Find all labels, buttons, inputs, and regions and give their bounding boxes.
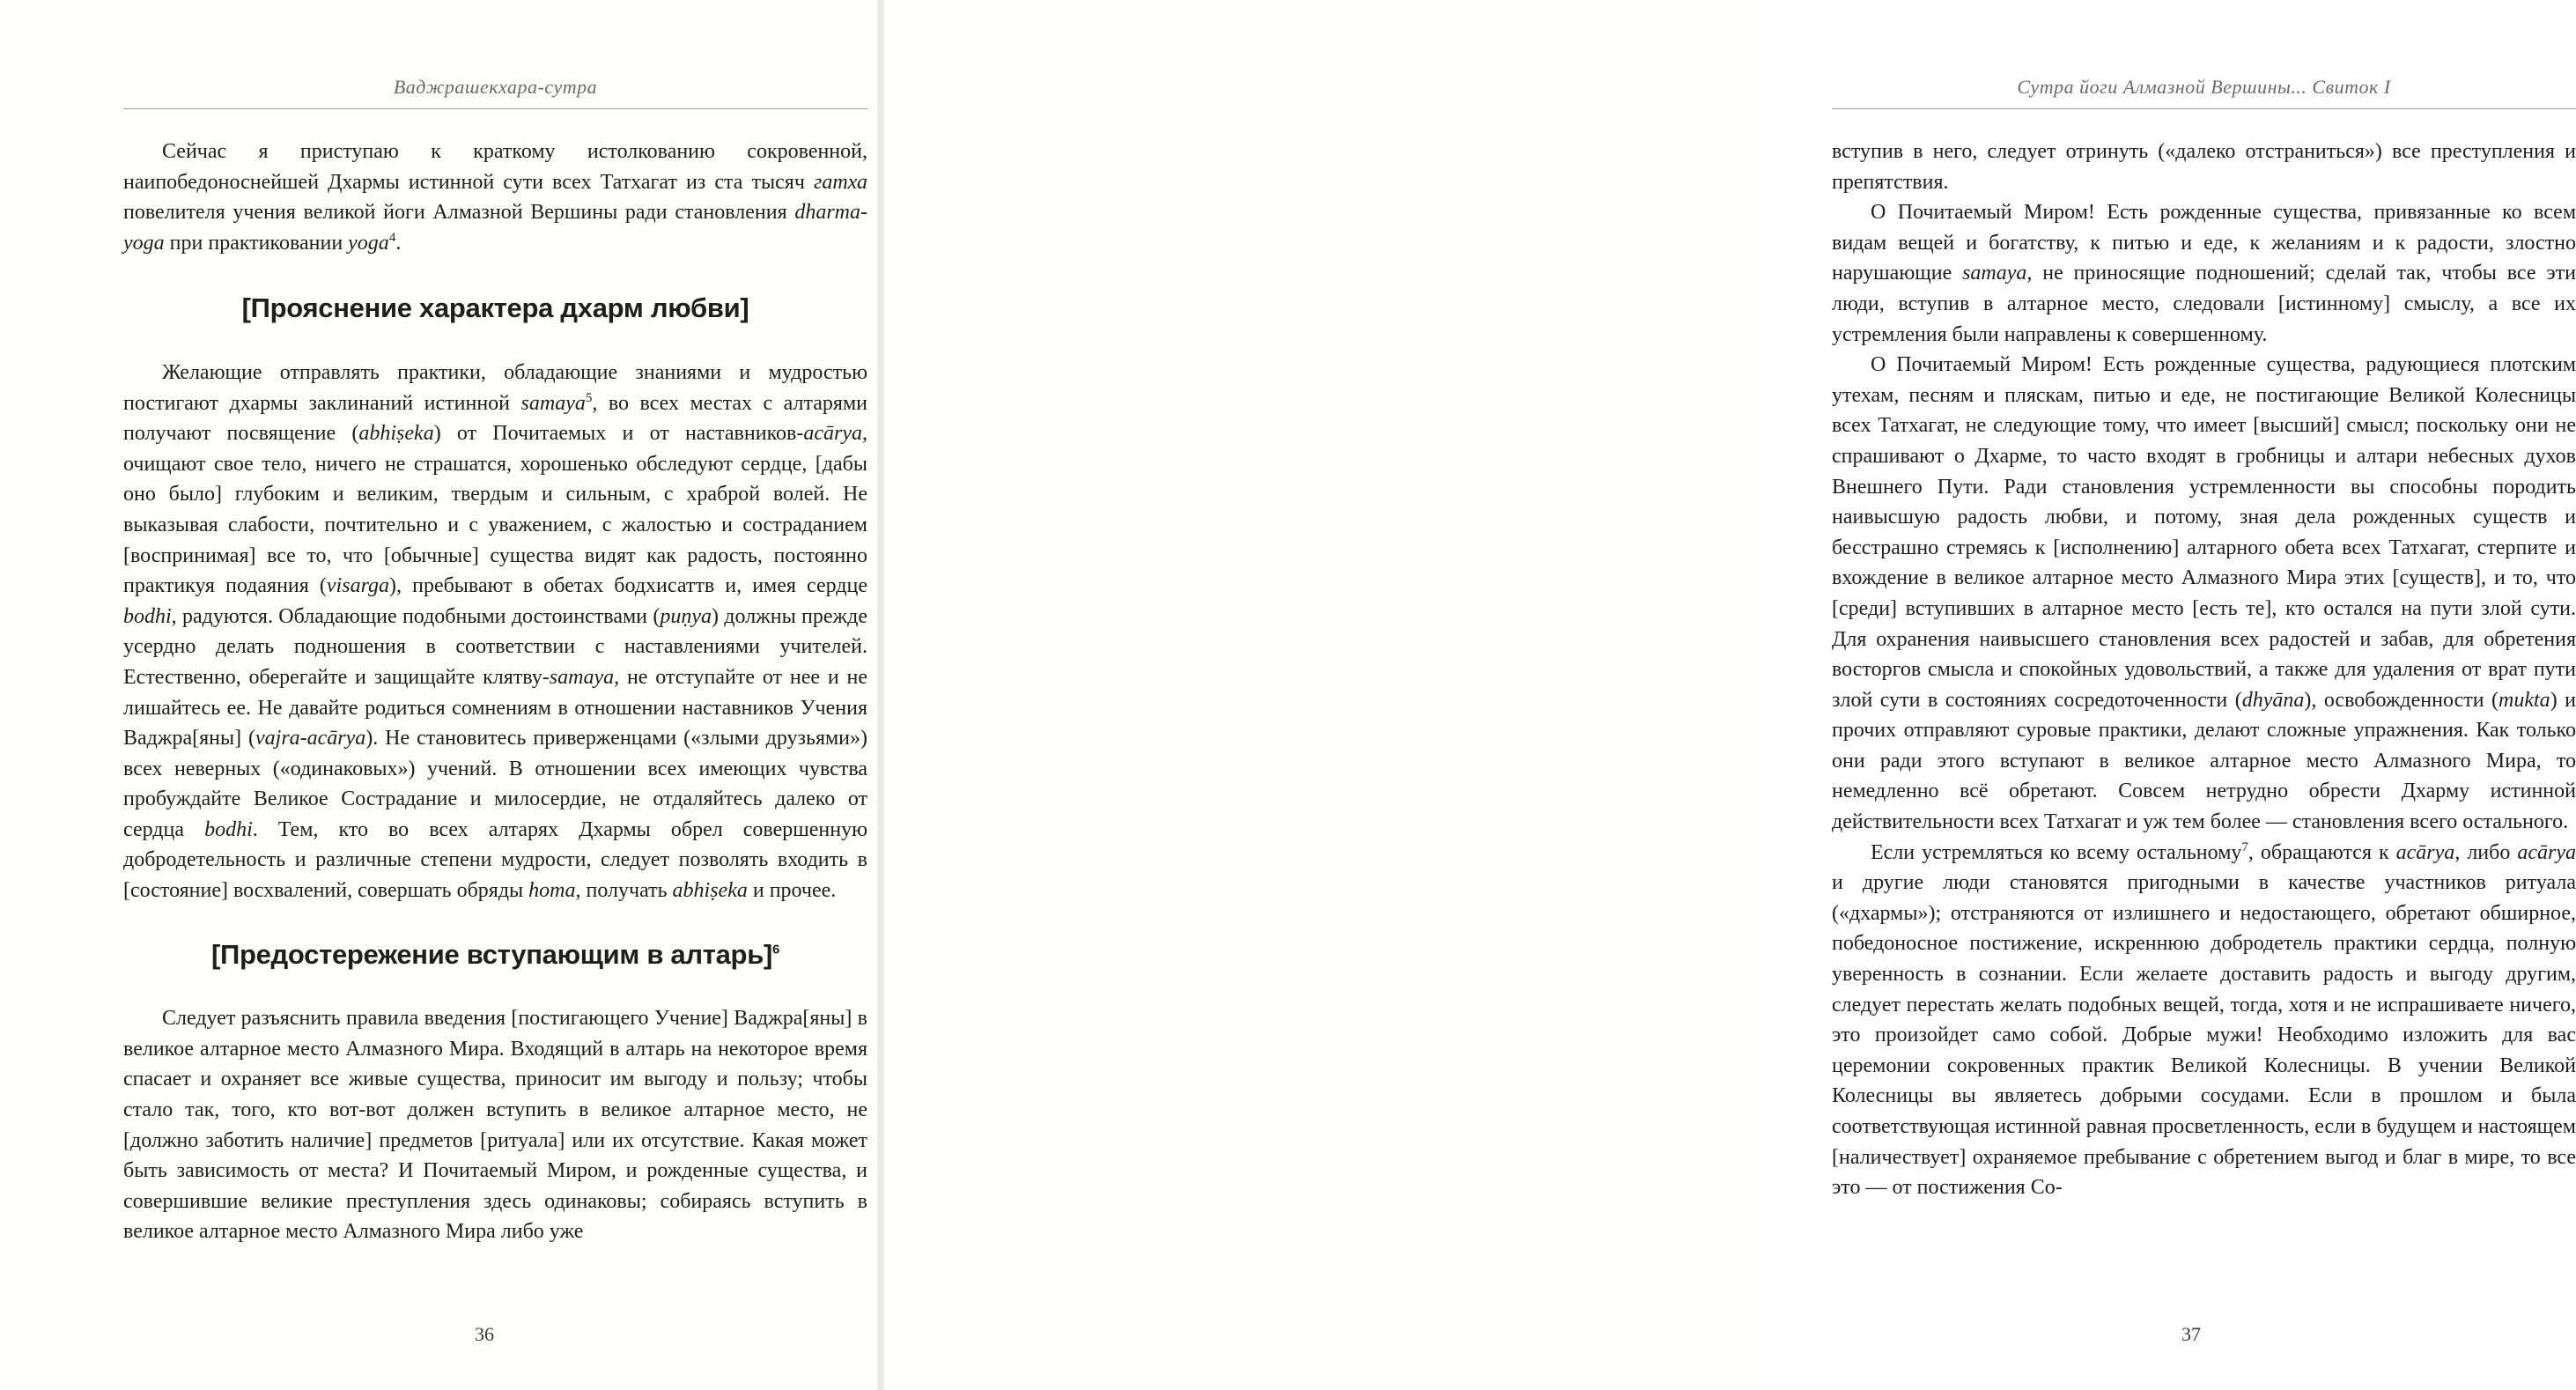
- left-page: [0, 0, 881, 1390]
- paragraph-acarya: Если устремляться ко всему остальному$^7$, обращаются к acārya, либо acārya и другие люди становятся пригодными в качестве участников ритуала («дхармы»); отстраняются от излишнего и недостающего, обретают обширное, победоносное постижение, искреннюю добродетель практики сердца, полную уверенность в сознании. Если желаете доставить радость и выгоду другим, следует перестать желать подобных вещей, тогда, хотя и не испрашиваете ничего, это произойдет само собой. Добрые мужи! Необходимо изложить для вас церемонии сокровенных практик Великой Колесницы. В учении Великой Колесницы вы являетесь добрыми сосудами. Если в прошлом и была соответствующая истинной равная просветленность, если в будущем и настоящем [наличествует] охраняемое пребывание с обретением выгод и благ в мире, то все это — от постижения Со-: [1832, 839, 2576, 1200]
- right-page-body: [1832, 137, 2576, 1203]
- footnote-ref-5[interactable]: 5: [585, 390, 593, 405]
- footnote-ref-4[interactable]: 4: [388, 230, 396, 245]
- right-page-number: 37: [2181, 1323, 2201, 1345]
- continued-paragraph: вступив в него, следует отринуть («далеко отстраниться») все преступления и препятствия.: [1832, 140, 2576, 194]
- footnote-ref-7[interactable]: 7: [2241, 839, 2248, 854]
- section-heading-love-dharmas: [Прояснение характера дхарм любви]: [241, 292, 749, 324]
- left-page-body: [123, 137, 867, 1247]
- section2-paragraph: Следует разъяснить правила введения [постигающего Учение] Ваджра[яны] в великое алтарное место Алмазного Мира. Входящий в алтарь на некоторое время спасает и охраняет все живые существа, приносит им выгоду и пользу; чтобы стало так, того, кто вот-вот должен вступить в великое алтарное место, не [должно заботить наличие] предметов [ритуала] или их отсутствие. Какая может быть зависимость от места? И Почитаемый Миром, и рожденные существа, и совершившие великие преступления здесь одинаковы; собираясь вступить в великое алтарное место Алмазного Мира либо уже: [123, 1007, 867, 1244]
- left-page-number: 36: [475, 1323, 494, 1345]
- left-running-head: Ваджрашекхара-сутра: [393, 76, 598, 98]
- right-page: [881, 0, 2576, 1390]
- intro-paragraph: Сейчас я приступаю к краткому истолкованию сокровенной, наипобедоноснейшей Дхармы истинной сути всех Татхагат из ста тысяч гатха повелителя учения великой йоги Алмазной Вершины ради становления dharma-yoga при практиковании yoga$^4$.: [123, 140, 867, 255]
- footnote-ref-6[interactable]: 6: [771, 942, 780, 957]
- section-heading-warning: [Предостережение вступающим в алтарь]$^6$: [210, 938, 780, 970]
- left-header-rule: [123, 108, 867, 109]
- right-running-head: Сутра йоги Алмазной Вершины... Свиток I: [2017, 76, 2391, 98]
- paragraph-attached-beings: О Почитаемый Миром! Есть рожденные существа, привязанные ко всем видам вещей и богатству, к питью и еде, к желаниям и к радости, злостно нарушающие samaya, не приносящие подношений; сделай так, чтобы все эти люди, вступив в алтарное место, следовали [истинному] смыслу, а все их устремления были направлены к совершенному.: [1832, 201, 2576, 346]
- section1-paragraph: Желающие отправлять практики, обладающие знаниями и мудростью постигают дхармы заклинаний истинной samaya$^5$, во всех местах с алтарями получают посвящение (abhiṣeka) от Почитаемых и от наставников-acārya, очищают свое тело, ничего не страшатся, хорошенько обследуют сердце, [дабы оно было] глубоким и великим, твердым и сильным, с храброй волей. Не выказывая слабости, почтительно и с уважением, с жалостью и состраданием [воспринимая] все то, что [обычные] существа видят как радость, постоянно практикуя подаяния (visarga), пребывают в обетах бодхисаттв и, имея сердце bodhi, радуются. Обладающие подобными достоинствами (puṇya) должны прежде усердно делать подношения в соответствии с наставлениями учителей. Естественно, оберегайте и защищайте клятву-samaya, не отступайте от нее и не лишайтесь ее. Не давайте родиться сомнениям в отношении наставников Учения Ваджра[яны] (vajra-acārya). Не становитесь приверженцами («злыми друзьями») всех неверных («одинаковых») учений. В отношении всех имеющих чувства пробуждайте Великое Сострадание и милосердие, не отдаляйтесь далеко от сердца bodhi. Тем, кто во всех алтарях Дхармы обрел совершенную добродетельность и различные степени мудрости, следует позволять входить в [состояние] восхвалений, совершать обряды homa, получать abhiṣeka и прочее.: [123, 360, 868, 903]
- paragraph-pleasure-beings: О Почитаемый Миром! Есть рожденные существа, радующиеся плотским утехам, песням и пляскам, питью и еде, не постигающие Великой Колесницы всех Татхагат, не следующие тому, что имеет [высший] смысл; поскольку они не спрашивают о Дхарме, то часто входят в гробницы и алтари небесных духов Внешнего Пути. Ради становления устремленности вы способны породить наивысшую радость любви, и потому, зная дела рожденных существ и бесстрашно стремясь к [исполнению] алтарного обета всех Татхагат, стерпите и вхождение в великое алтарное место Алмазного Мира этих [существ], и то, что [среди] вступивших в алтарное место [есть те], кто остался на пути злой сути. Для охранения наивысшего становления всех радостей и забав, для обретения восторгов смысла и спокойных удовольствий, а также для удаления от врат пути злой сути в состояниях сосредоточенности (dhyāna), освобожденности (mukta) и прочих отправляют суровые практики, делают сложные упражнения. Как только они ради этого вступают в великое алтарное место Алмазного Мира, то немедленно всё обретают. Совсем нетрудно обрести Дхарму истинной действительности всех Татхагат и уж тем более — становления всего остального.: [1832, 353, 2576, 834]
- right-header-rule: [1832, 108, 2576, 109]
